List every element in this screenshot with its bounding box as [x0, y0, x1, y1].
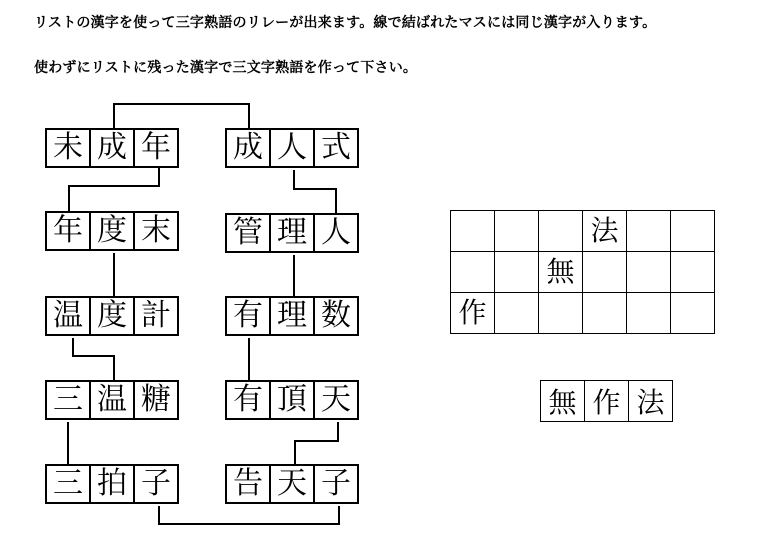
word-left-4 — [45, 380, 179, 420]
instruction-line-1: リストの漢字を使って三字熟語のリレーが出来ます。線で結ばれたマスには同じ漢字が入ります。 — [34, 15, 657, 31]
kanji-cell[interactable]: 末 — [141, 213, 171, 248]
word-left-2 — [45, 211, 179, 251]
kanji-cell[interactable]: 計 — [141, 298, 171, 333]
grid-cell[interactable] — [583, 252, 627, 293]
word-left-3 — [45, 296, 179, 336]
kanji-cell[interactable]: 告 — [227, 466, 271, 502]
grid-cell[interactable] — [451, 252, 495, 293]
kanji-cell[interactable]: 三 — [47, 466, 91, 502]
kanji-cell[interactable]: 成 — [91, 130, 135, 166]
kanji-cell[interactable]: 成 — [227, 130, 271, 166]
kanji-cell[interactable]: 有 — [227, 382, 271, 418]
kanji-cell[interactable]: 理 — [271, 215, 315, 251]
kanji-cell[interactable]: 未 — [47, 130, 91, 166]
kanji-cell[interactable]: 年 — [141, 130, 171, 165]
word-right-5 — [225, 464, 359, 504]
kanji-cell[interactable]: 度 — [91, 298, 135, 334]
kanji-cell[interactable]: 理 — [271, 298, 315, 334]
grid-cell[interactable]: 無 — [539, 252, 583, 293]
grid-cell[interactable] — [539, 211, 583, 252]
answer-cell[interactable]: 法 — [636, 386, 665, 419]
grid-cell[interactable] — [583, 293, 627, 334]
grid-cell[interactable] — [627, 252, 671, 293]
grid-row — [451, 252, 715, 293]
kanji-cell[interactable]: 子 — [141, 466, 171, 501]
kanji-cell[interactable]: 数 — [321, 298, 351, 333]
word-left-5 — [45, 464, 179, 504]
kanji-cell[interactable]: 人 — [271, 130, 315, 166]
kanji-cell[interactable]: 糖 — [141, 382, 171, 417]
grid-row — [451, 293, 715, 334]
grid-cell[interactable] — [451, 211, 495, 252]
answer-cell[interactable]: 作 — [585, 381, 629, 421]
word-right-3 — [225, 296, 359, 336]
kanji-cell[interactable]: 温 — [91, 382, 135, 418]
kanji-cell[interactable]: 拍 — [91, 466, 135, 502]
kanji-cell[interactable]: 度 — [91, 213, 135, 249]
kanji-cell[interactable]: 式 — [321, 130, 351, 165]
kanji-list-grid — [450, 210, 715, 334]
grid-cell[interactable] — [671, 293, 715, 334]
kanji-cell[interactable]: 管 — [227, 215, 271, 251]
grid-cell[interactable] — [495, 293, 539, 334]
word-right-1 — [225, 128, 359, 168]
kanji-cell[interactable]: 天 — [271, 466, 315, 502]
grid-cell[interactable] — [627, 211, 671, 252]
grid-cell[interactable] — [495, 252, 539, 293]
grid-cell[interactable] — [627, 293, 671, 334]
grid-cell[interactable] — [539, 293, 583, 334]
grid-cell[interactable] — [671, 252, 715, 293]
kanji-cell[interactable]: 人 — [321, 215, 351, 250]
word-left-1 — [45, 128, 179, 168]
grid-cell[interactable]: 作 — [451, 293, 495, 334]
instruction-line-2: 使わずにリストに残った漢字で三文字熟語を作って下さい。 — [34, 60, 418, 76]
grid-cell[interactable]: 法 — [583, 211, 627, 252]
word-right-4 — [225, 380, 359, 420]
answer-cell[interactable]: 無 — [541, 381, 585, 421]
answer-word — [540, 380, 673, 422]
grid-cell[interactable] — [495, 211, 539, 252]
word-right-2 — [225, 213, 359, 253]
grid-cell[interactable] — [671, 211, 715, 252]
kanji-cell[interactable]: 頂 — [271, 382, 315, 418]
kanji-cell[interactable]: 天 — [321, 382, 351, 417]
grid-row — [451, 211, 715, 252]
kanji-cell[interactable]: 子 — [321, 466, 351, 501]
kanji-cell[interactable]: 年 — [47, 213, 91, 249]
kanji-cell[interactable]: 温 — [47, 298, 91, 334]
kanji-cell[interactable]: 有 — [227, 298, 271, 334]
kanji-cell[interactable]: 三 — [47, 382, 91, 418]
